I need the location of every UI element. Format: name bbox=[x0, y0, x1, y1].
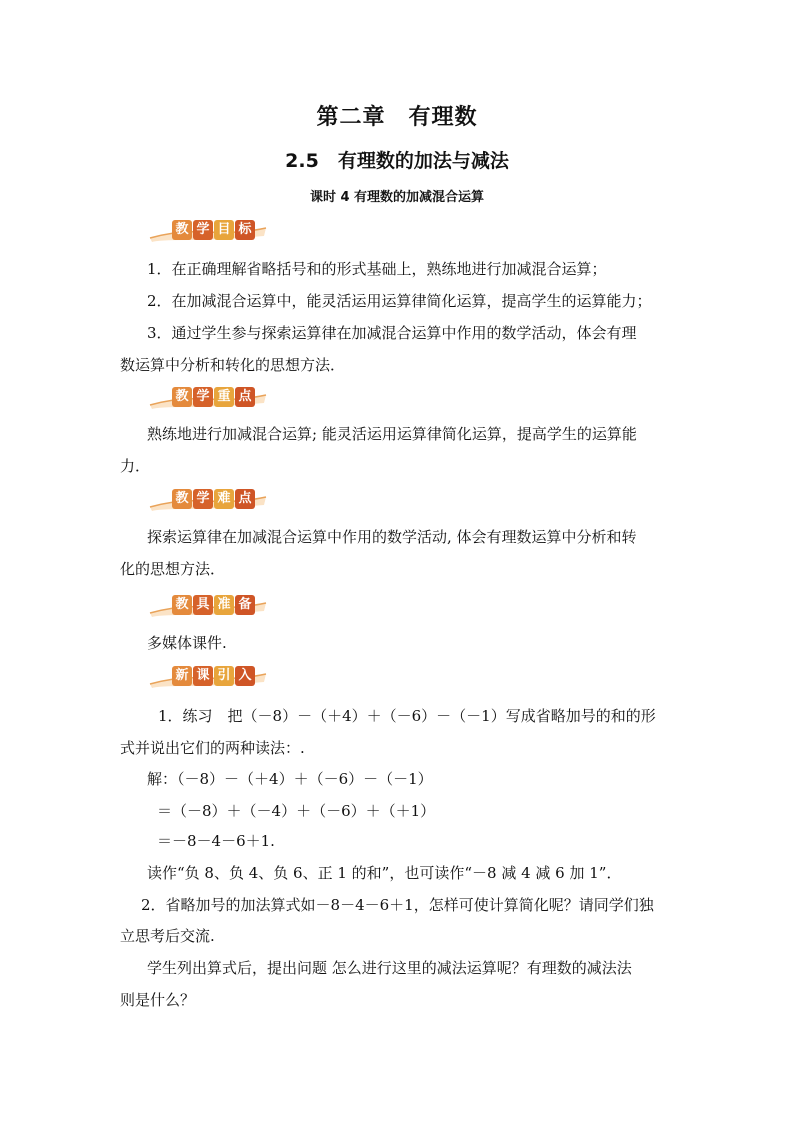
intro-line: 学生列出算式后，提出问题 怎么进行这里的减法运算呢？有理数的减法法 bbox=[147, 959, 632, 977]
intro-line: 读作“负 8、负 4、负 6、正 1 的和”，也可读作“－8 减 4 减 6 加 1”． bbox=[147, 864, 622, 882]
intro-line: ＝（－8）＋（－4）＋（－6）＋（＋1） bbox=[157, 802, 436, 820]
objective-line: 数运算中分析和转化的思想方法． bbox=[120, 356, 346, 374]
banner-char: 引 bbox=[214, 666, 234, 686]
intro-line: 2．省略加号的加法算式如－8－4－6＋1，怎样可使计算简化呢？请同学们独 bbox=[141, 896, 654, 914]
key-points-line: 熟练地进行加减混合运算; 能灵活运用运算律简化运算，提高学生的运算能 bbox=[147, 425, 637, 443]
materials-banner bbox=[148, 593, 268, 619]
key-points-banner bbox=[148, 385, 268, 411]
key-points-line: 力． bbox=[120, 457, 151, 475]
banner-char: 教 bbox=[172, 220, 192, 240]
chapter-title: 第二章 有理数 bbox=[316, 105, 478, 130]
intro-line: 式并说出它们的两种读法：. bbox=[120, 739, 305, 757]
banner-char: 教 bbox=[172, 387, 192, 407]
banner-char: 备 bbox=[235, 595, 255, 615]
intro-line: ＝－8－4－6＋1. bbox=[157, 832, 275, 850]
banner-char: 标 bbox=[235, 220, 255, 240]
banner-char: 目 bbox=[214, 220, 234, 240]
banner-char: 课 bbox=[193, 666, 213, 686]
objective-line: 3．通过学生参与探索运算律在加减混合运算中作用的数学活动，体会有理 bbox=[147, 324, 637, 342]
objectives-banner bbox=[148, 218, 268, 244]
banner-char: 难 bbox=[214, 489, 234, 509]
intro-line: 立思考后交流. bbox=[120, 927, 215, 945]
banner-char: 新 bbox=[172, 666, 192, 686]
intro-line: 1．练习 把（－8）－（＋4）＋（－6）－（－1）写成省略加号的和的形 bbox=[158, 707, 656, 725]
intro-banner bbox=[148, 664, 268, 690]
intro-line: 解：（－8）－（＋4）＋（－6）－（－1） bbox=[147, 770, 433, 788]
banner-char: 教 bbox=[172, 595, 192, 615]
banner-char: 教 bbox=[172, 489, 192, 509]
banner-char: 重 bbox=[214, 387, 234, 407]
banner-char: 学 bbox=[193, 220, 213, 240]
difficulties-line: 化的思想方法． bbox=[120, 560, 226, 578]
materials-line: 多媒体课件. bbox=[147, 634, 227, 652]
objective-line: 1．在正确理解省略括号和的形式基础上，熟练地进行加减混合运算； bbox=[147, 260, 607, 278]
difficulties-banner bbox=[148, 487, 268, 513]
banner-char: 学 bbox=[193, 489, 213, 509]
banner-char: 具 bbox=[193, 595, 213, 615]
section-title: 2.5 有理数的加法与减法 bbox=[285, 150, 509, 172]
banner-char: 入 bbox=[235, 666, 255, 686]
banner-char: 点 bbox=[235, 489, 255, 509]
difficulties-line: 探索运算律在加减混合运算中作用的数学活动, 体会有理数运算中分析和转 bbox=[147, 528, 637, 546]
banner-char: 准 bbox=[214, 595, 234, 615]
lesson-title: 课时 4 有理数的加减混合运算 bbox=[309, 190, 485, 205]
banner-char: 点 bbox=[235, 387, 255, 407]
banner-char: 学 bbox=[193, 387, 213, 407]
intro-line: 则是什么？ bbox=[120, 991, 196, 1009]
objective-line: 2．在加减混合运算中，能灵活运用运算律简化运算，提高学生的运算能力； bbox=[147, 292, 652, 310]
